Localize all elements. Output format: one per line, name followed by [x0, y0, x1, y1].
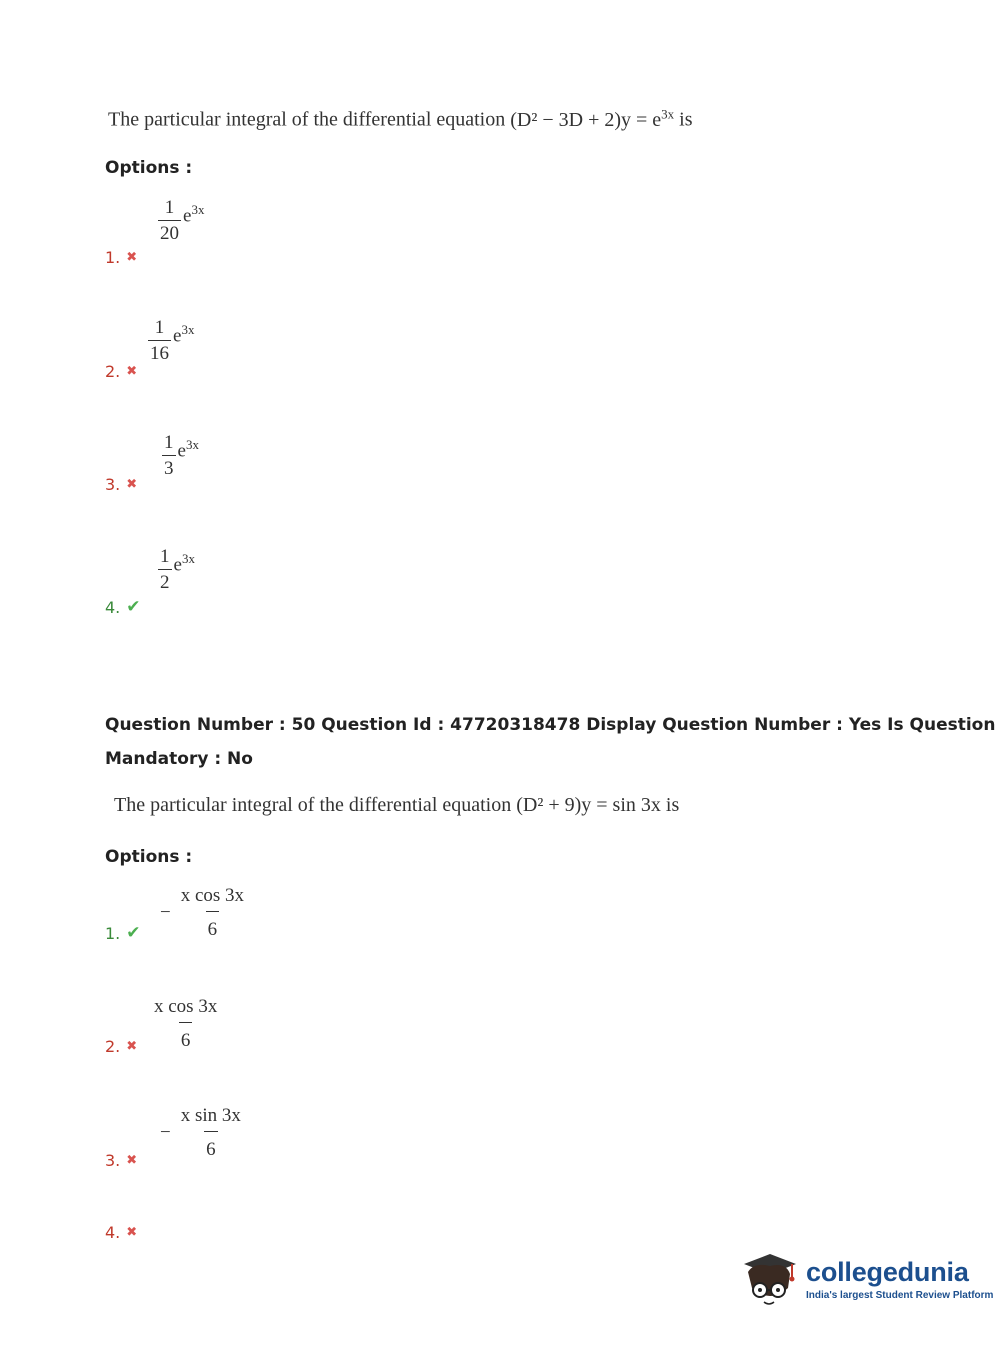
q1-text-prefix: The particular integral of the differential equation [108, 108, 506, 131]
q1-option-1-math: $\frac{1}{20}$ $e^{3x}$ [160, 197, 205, 244]
option-number: 1. [105, 923, 121, 943]
cross-icon: ✖ [126, 1225, 138, 1240]
minus-sign: − [160, 901, 171, 923]
q1-option-3-math: $\frac{1}{3}$ $e^{3x}$ [164, 432, 199, 479]
q1-option-3[interactable] [105, 475, 137, 494]
q2-meta-line2: Mandatory : No [105, 749, 253, 769]
option-number: 3. [105, 1151, 121, 1170]
fraction: $\frac{\text{x sin 3x}}{6}$ [180, 1105, 241, 1160]
option-number: 4. [105, 1223, 121, 1242]
cross-icon: ✖ [126, 1039, 138, 1054]
q2-question-text: The particular integral of the differential equation (D² + 9)y = sin 3x is [114, 794, 680, 816]
option-number: 2. [105, 1037, 121, 1056]
q2-option-2-math [150, 997, 221, 1050]
q2-meta-line1: Question Number : 50 Question Id : 47720318478 Display Question Number : Yes Is Question [105, 715, 996, 735]
q1-option-4-math: $\frac{1}{2}$ $e^{3x}$ [160, 546, 195, 593]
check-icon: ✔ [126, 597, 141, 617]
q2-options-label: Options : [105, 847, 193, 867]
q2-option-1[interactable] [105, 923, 141, 943]
option-number: 4. [105, 597, 121, 617]
q1-equation: $(D^2 - 3D + 2)y = e^{3x}$ [510, 106, 675, 131]
check-icon: ✔ [126, 923, 141, 943]
brand-tagline: India's largest Student Review Platform [806, 1290, 994, 1301]
q1-option-2-math: $\frac{1}{16}$ $e^{3x}$ [150, 317, 195, 364]
q1-option-4[interactable] [105, 597, 141, 617]
q2-option-3-math [160, 1106, 245, 1159]
fraction: $\frac{\text{x cos 3x}}{6}$ [180, 885, 245, 940]
option-number: 2. [105, 362, 121, 381]
q2-option-3[interactable] [105, 1151, 137, 1170]
fraction: $\frac{1}{3}$ [164, 432, 174, 479]
cross-icon: ✖ [126, 477, 138, 492]
brand-name: collegedunia [806, 1257, 969, 1287]
q2-option-1-math [160, 886, 248, 939]
cross-icon: ✖ [126, 1153, 138, 1168]
q1-option-2[interactable] [105, 362, 137, 381]
q1-text-suffix: is [679, 108, 693, 131]
cross-icon: ✖ [126, 250, 138, 265]
q2-option-4[interactable] [105, 1223, 137, 1242]
fraction: $\frac{1}{20}$ [160, 197, 179, 244]
collegedunia-logo [740, 1248, 993, 1310]
fraction: $\frac{1}{2}$ [160, 546, 170, 593]
cross-icon: ✖ [126, 364, 138, 379]
q2-option-2[interactable] [105, 1037, 137, 1056]
minus-sign: − [160, 1121, 171, 1143]
fraction: $\frac{1}{16}$ [150, 317, 169, 364]
q1-option-1[interactable] [105, 248, 137, 267]
option-number: 3. [105, 475, 121, 494]
fraction: $\frac{\text{x cos 3x}}{6}$ [154, 996, 218, 1051]
option-number: 1. [105, 248, 121, 267]
mascot-icon [740, 1248, 800, 1310]
q1-question-text [108, 106, 693, 132]
q1-options-label: Options : [105, 158, 193, 178]
